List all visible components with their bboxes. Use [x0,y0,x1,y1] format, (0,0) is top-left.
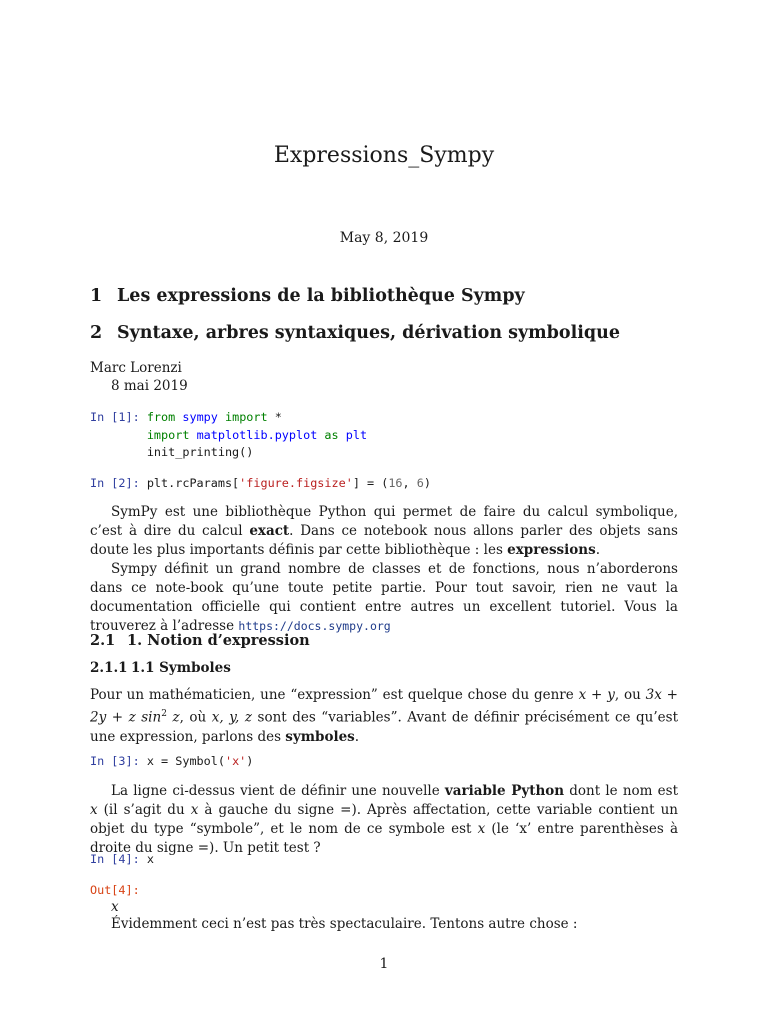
text: La ligne ci-dessus vient de définir une nouvelle [111,783,445,799]
code-text: ] = ( [352,476,389,490]
math-expression: x [190,802,199,818]
input-prompt: In [1]: [90,410,140,424]
document-date: May 8, 2019 [339,230,429,246]
module-name: sympy [182,410,218,424]
author-name: Marc Lorenzi [90,360,182,376]
paragraph-sympy-doc [90,560,678,636]
text: Sympy définit un grand nombre de classes et de fonctions, nous n’aborderons dans ce note-book qu’une toute petite partie. Pour tout savoir, rien ne vaut la documentation officielle qui contient entre autres un excellent tutoriel. Vous la trouverez à l’adresse [90,561,678,634]
section-title: 1.1 Symboles [131,660,231,676]
math-expression: x, y, z [211,709,252,726]
math-expression: x [90,802,98,818]
number-literal: 6 [416,476,424,490]
page-number: 1 [379,956,389,972]
bold-text: exact [249,523,290,539]
input-prompt: In [3]: [90,754,140,768]
docs-link[interactable]: https://docs.sympy.org [238,619,391,633]
bold-text: expressions [507,542,596,558]
code-cell-1 [90,409,367,462]
section-2-heading [90,323,620,343]
paragraph-expression-definition [90,686,678,747]
section-title: 1. Notion d’expression [127,632,310,649]
text: (le ‘x’ entre parenthèses à droite du signe =). Un petit test ? [90,821,679,856]
number-literal: 16 [388,476,403,490]
keyword: import [224,410,268,424]
section-number: 2 [90,323,103,343]
module-name: matplotlib.pyplot [196,427,318,442]
text: . [595,542,600,558]
math-expression: z [166,709,180,726]
bold-text: variable Python [444,783,565,799]
code-text: init_printing() [146,445,254,459]
section-number: 2.1.1 [90,660,128,676]
section-title: Les expressions de la bibliothèque Sympy [117,286,525,306]
code-text: * [267,410,282,424]
code-text: ) [246,754,254,768]
paragraph-try-else: Évidemment ceci n’est pas très spectaculaire. Tentons autre chose : [111,916,578,932]
string-literal: 'x' [224,754,247,768]
text: sont des “variables”. Avant de définir précisément ce qu’est une expression, parlons des [90,709,679,745]
output-prompt-label: Out[4]: [90,883,140,897]
author-date: 8 mai 2019 [111,378,188,394]
code-text: x = Symbol( [146,754,225,768]
subsection-2-1-heading [90,632,310,649]
text: SymPy est une bibliothèque Python qui permet de faire du calcul symbolique, c’est à dire du calcul [90,504,678,539]
section-title: Syntaxe, arbres syntaxiques, dérivation symbolique [117,323,620,343]
text: Pour un mathématicien, une “expression” est quelque chose du genre [90,687,579,703]
text: , ou [614,687,646,703]
module-name: plt [345,427,368,442]
text: à gauche du signe =). Après affectation, cette variable contient un objet du type “symbole”, et le nom de ce symbole est [90,802,678,837]
output-prompt [90,882,140,900]
code-cell-2 [90,475,431,493]
section-1-heading [90,286,525,306]
input-prompt: In [4]: [90,852,140,866]
math-expression: x [477,821,486,837]
math-superscript: 2 [161,709,167,719]
text: . [354,728,360,745]
subsection-2-1-1-heading [90,660,231,676]
bold-text: symboles [285,728,355,745]
code-text: plt.rcParams[ [146,476,240,490]
output-value: x [111,899,119,915]
math-expression: x + y [578,687,615,703]
paragraph-sympy-intro [90,503,678,560]
code-text: , [402,476,417,490]
keyword: as [324,427,339,442]
code-cell-3 [90,753,253,771]
text: (il s’agit du [97,802,191,818]
text: dont le nom est [564,783,678,799]
code-text: ) [423,476,431,490]
text: . Dans ce notebook nous allons parler des objets sans doute les plus importants définis par cette bibliothèque : les [90,523,678,558]
text: , où [179,709,212,726]
keyword: import [146,427,190,442]
math-expression: 3x + 2y + z sin [90,687,678,726]
section-number: 2.1 [90,632,116,649]
string-literal: 'figure.figsize' [239,476,353,490]
paragraph-symbol-explanation [90,782,678,858]
section-number: 1 [90,286,103,306]
input-prompt: In [2]: [90,476,140,490]
keyword: from [146,410,176,424]
document-title: Expressions_Sympy [273,143,495,168]
code-text: x [146,852,154,866]
code-cell-4 [90,851,154,869]
